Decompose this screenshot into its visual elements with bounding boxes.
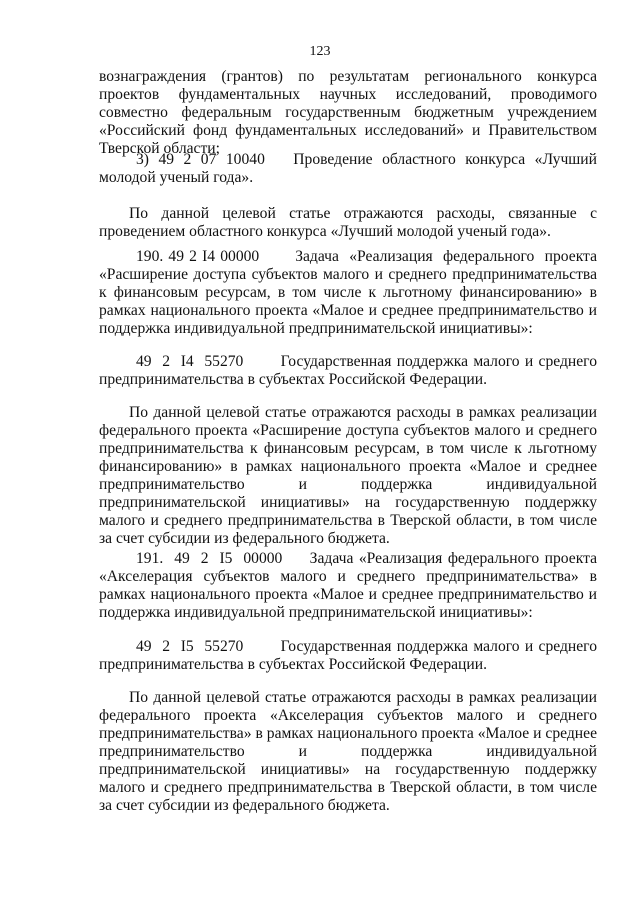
paragraph-grant-continuation: вознаграждения (грантов) по результатам регионального конкурса проектов фундаментальных научных исследований, проводимого совместно федеральным государственным бюджетным учреждением «Российский фонд фундаментальных исследований» и Правительством Тверской области; [99, 68, 597, 157]
paragraph-expenses-i4: По данной целевой статье отражаются расходы в рамках реализации федерального проекта «Расширение доступа субъектов малого и среднего предпринимательства к финансовым ресурсам, в том числе к льготному финансированию» в рамках национального проекта «Малое и среднее предпринимательство и поддержка индивидуальной предпринимательской инициативы» на государственную поддержку малого и среднего предпринимательства в Тверской области, в том числе за счет субсидии из федерального бюджета. [99, 404, 597, 547]
paragraph-task-190: 190. 49 2 I4 00000 Задача «Реализация федерального проекта «Расширение доступа субъектов малого и среднего предпринимательства к финансовым ресурсам, в том числе к льготному финансированию» в рамках национального проекта «Малое и среднее предпринимательство и поддержка индивидуальной предпринимательской инициативы»: [99, 248, 601, 337]
paragraph-task-191: 191. 49 2 I5 00000 Задача «Реализация федерального проекта «Акселерация субъектов малого и среднего предпринимательства» в рамках национального проекта «Малое и среднее предпринимательство и поддержка индивидуальной предпринимательской инициативы»: [99, 550, 601, 621]
paragraph-budget-code-49-2-I4-55270: 49 2 I4 55270 Государственная поддержка малого и среднего предпринимательства в субъектах Российской Федерации. [99, 353, 601, 388]
page-number: 123 [309, 44, 331, 59]
paragraph-expenses-young-scientist: По данной целевой статье отражаются расходы, связанные с проведением областного конкурса «Лучший молодой ученый года». [99, 205, 597, 240]
paragraph-expenses-i5: По данной целевой статье отражаются расходы в рамках реализации федерального проекта «Акселерация субъектов малого и среднего предпринимательства» в рамках национального проекта «Малое и среднее предпринимательство и поддержка индивидуальной предпринимательской инициативы» на государственную поддержку малого и среднего предпринимательства в Тверской области, в том числе за счет субсидии из федерального бюджета. [99, 689, 597, 814]
paragraph-budget-code-49-2-I5-55270: 49 2 I5 55270 Государственная поддержка малого и среднего предпринимательства в субъектах Российской Федерации. [99, 638, 601, 673]
paragraph-budget-code-49-2-07-10040: 3) 49 2 07 10040 Проведение областного конкурса «Лучший молодой ученый года». [99, 151, 601, 186]
